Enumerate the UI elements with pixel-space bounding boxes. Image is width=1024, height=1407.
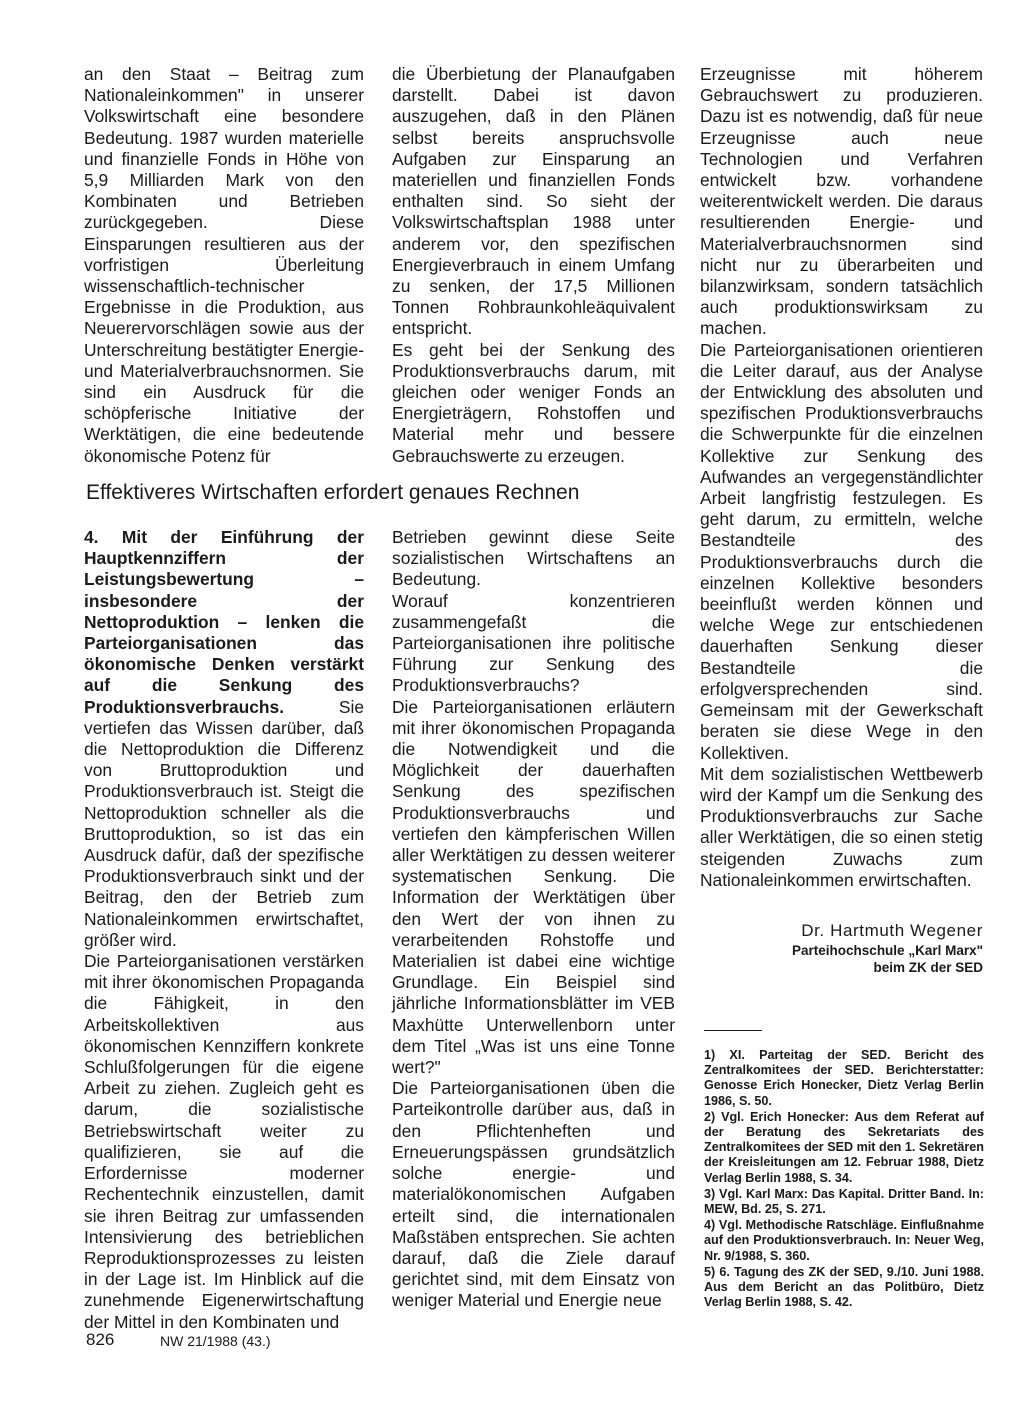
column-bottom-2 (392, 527, 675, 1312)
author-name: Dr. Hartmuth Wegener (801, 921, 983, 940)
paragraph: Worauf konzentrieren zusammengefaßt die Parteiorganisationen ihre politische Führung zur Senkung des Produktionsverbrauchs? (392, 590, 675, 696)
paragraph: Erzeugnisse mit höherem Gebrauchswert zu produzieren. Dazu ist es notwendig, daß für neue Erzeugnisse auch neue Technologien und Verfahren entwickelt bzw. vorhandene weiterentwickelt werden. Die daraus resultierenden Energie- und Materialverbrauchsnormen sind nicht nur zu überarbeiten und bilanzwirksam, sondern tatsächlich auch produktionswirksam zu machen. (700, 64, 983, 339)
column-top-2 (392, 64, 675, 467)
footnote: 2) Vgl. Erich Honecker: Aus dem Referat auf der Beratung des Sekretariats des Zentralkomitees der SED mit den 1. Sekretären der Kreisleitungen am 12. Februar 1988, Dietz Verlag Berlin 1988, S. 34. (704, 1109, 984, 1185)
paragraph: Die Parteiorganisationen verstärken mit ihrer ökonomischen Propaganda die Fähigkeit, in den Arbeitskollektiven aus ökonomischen Kennziffern konkrete Schlußfolgerungen für die eigene Arbeit zu ziehen. Zugleich geht es darum, die sozialistische Betriebswirtschaft weiter zu qualifizieren, sie auf die Erfordernisse moderner Rechentechnik einzustellen, damit sie ihren Beitrag zur umfassenden Intensivierung des betrieblichen Reproduktionsprozesses zu leisten in der Lage ist. Im Hinblick auf die zunehmende Eigenerwirtschaftung der Mittel in den Kombinaten und (84, 951, 364, 1332)
issue-label: NW 21/1988 (43.) (160, 1333, 271, 1349)
paragraph: an den Staat – Beitrag zum Nationaleinkommen" in unserer Volkswirtschaft eine besondere Bedeutung. 1987 wurden materielle und finanzielle Fonds in Höhe von 5,9 Milliarden Mark von den Kombinaten und Betrieben zurückgegeben. Diese Einsparungen resultieren aus der vorfristigen Überleitung wissenschaftlich-technischer Ergebnisse in die Produktion, aus Neuerervorschlägen sowie aus der Unterschreitung bestätigter Energie- und Materialverbrauchsnormen. Sie sind ein Ausdruck für die schöpferische Initiative der Werktätigen, die eine bedeutende ökonomische Potenz für (84, 64, 364, 466)
column-top-1 (84, 64, 364, 467)
footnotes (704, 1048, 984, 1311)
paragraph (84, 527, 364, 951)
section-headline: Effektiveres Wirtschaften erfordert genaues Rechnen (86, 481, 580, 504)
paragraph: Die Parteiorganisationen orientieren die Leiter darauf, aus der Analyse der Entwicklung des absoluten und spezifischen Produktionsverbrauchs die Schwerpunkte für die einzelnen Kollektive zur Senkung des Aufwandes an vergegenständlichter Arbeit langfristig festzulegen. Es geht darum, zu ermitteln, welche Bestandteile des Produktionsverbrauchs durch die einzelnen Kollektive besonders beeinflußt werden können und welche Wege zur entschiedenen dauerhaften Senkung dieser Bestandteile die erfolgversprechenden sind. Gemeinsam mit der Gewerkschaft beraten sie diese Wege in den Kollektiven. (700, 339, 983, 763)
page-number: 826 (86, 1330, 115, 1349)
column-bottom-1 (84, 527, 364, 1333)
author-block (700, 920, 983, 976)
footnote: 3) Vgl. Karl Marx: Das Kapital. Dritter Band. In: MEW, Bd. 25, S. 271. (704, 1186, 984, 1217)
footnote: 5) 6. Tagung des ZK der SED, 9./10. Juni 1988. Aus dem Bericht an das Politbüro, Dietz Verlag Berlin 1988, S. 42. (704, 1264, 984, 1310)
paragraph-text: Sie vertiefen das Wissen darüber, daß die Nettoproduktion die Differenz von Bruttoproduktion und Produktionsverbrauch ist. Steigt die Nettoproduktion schneller als die Bruttoproduktion, so ist das ein Ausdruck dafür, daß der spezifische Produktionsverbrauch sinkt und der Beitrag, den der Betrieb zum Nationaleinkommen erwirtschaftet, größer wird. (84, 696, 364, 950)
lead-text: 4. Mit der Einführung der Hauptkennziffern der Leistungsbewertung – insbesondere der Nettoproduktion – lenken die Parteiorganisationen das ökonomische Denken verstärkt auf die Senkung des Produktionsverbrauchs. (84, 527, 364, 717)
author-affiliation: beim ZK der SED (873, 960, 983, 975)
paragraph: Betrieben gewinnt diese Seite sozialistischen Wirtschaftens an Bedeutung. (392, 527, 675, 590)
paragraph: die Überbietung der Planaufgaben darstellt. Dabei ist davon auszugehen, daß in den Plänen selbst bereits anspruchsvolle Aufgaben zur Einsparung an materiellen und finanziellen Fonds enthalten sind. So sieht der Volkswirtschaftsplan 1988 unter anderem vor, den spezifischen Energieverbrauch in einem Umfang zu senken, der 17,5 Millionen Tonnen Rohbraunkohleäquivalent entspricht. (392, 64, 675, 339)
footnote-divider (704, 1030, 762, 1031)
footnote: 4) Vgl. Methodische Ratschläge. Einflußnahme auf den Produktionsverbrauch. In: Neuer Weg, Nr. 9/1988, S. 360. (704, 1218, 984, 1263)
paragraph: Die Parteiorganisationen erläutern mit ihrer ökonomischen Propaganda die Notwendigkeit und die Möglichkeit der dauerhaften Senkung des spezifischen Produktionsverbrauchs und vertiefen den kämpferischen Willen aller Werktätigen zu dessen weiterer systematischen Senkung. Die Information der Werktätigen über den Wert der von ihnen zu verarbeitenden Rohstoffe und Materialien ist dabei eine wichtige Grundlage. Ein Beispiel sind jährliche Informationsblätter im VEB Maxhütte Unterwellenborn unter dem Titel „Was ist uns eine Tonne wert?" (392, 696, 675, 1078)
paragraph: Die Parteiorganisationen üben die Parteikontrolle darüber aus, daß in den Pflichtenheften und Erneuerungspässen grundsätzlich solche energie- und materialökonomischen Aufgaben erteilt sind, die internationalen Maßstäben entsprechen. Sie achten darauf, daß die Ziele darauf gerichtet sind, mit dem Einsatz von weniger Material und Energie neue (392, 1078, 675, 1311)
column-3 (700, 64, 983, 891)
author-affiliation: Parteihochschule „Karl Marx" (792, 943, 983, 958)
footnote: 1) XI. Parteitag der SED. Bericht des Zentralkomitees der SED. Berichterstatter: Genosse Erich Honecker, Dietz Verlag Berlin 1986, S. 50. (704, 1048, 984, 1108)
paragraph: Mit dem sozialistischen Wettbewerb wird der Kampf um die Senkung des Produktionsverbrauchs zur Sache aller Werktätigen, die so einen stetig steigenden Zuwachs zum Nationaleinkommen erwirtschaften. (700, 763, 983, 890)
paragraph: Es geht bei der Senkung des Produktionsverbrauchs darum, mit gleichen oder weniger Fonds an Energieträgern, Rohstoffen und Material mehr und bessere Gebrauchswerte zu erzeugen. (392, 339, 675, 466)
